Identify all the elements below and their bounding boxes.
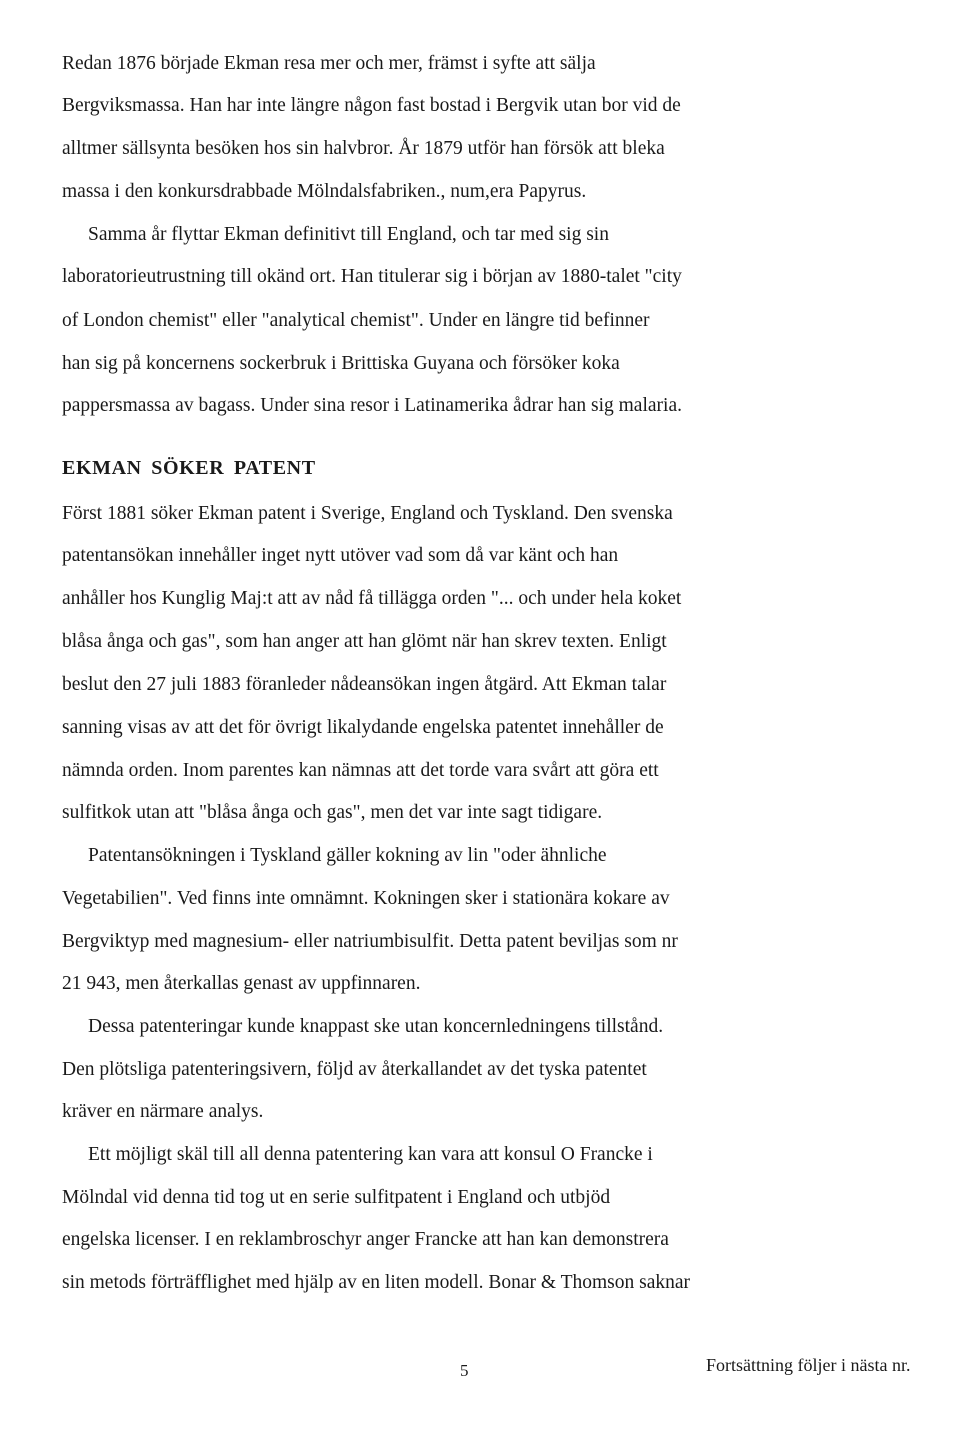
paragraph-line: Redan 1876 började Ekman resa mer och mer, främst i syfte att sälja [62, 53, 596, 74]
paragraph-line: nämnda orden. Inom parentes kan nämnas att det torde vara svårt att göra ett [62, 760, 659, 781]
paragraph-line: of London chemist" eller "analytical chemist". Under en längre tid befinner [62, 310, 650, 331]
paragraph-line: Bergviksmassa. Han har inte längre någon fast bostad i Bergvik utan bor vid de [62, 95, 681, 116]
paragraph-line: laboratorieutrustning till okänd ort. Han titulerar sig i början av 1880-talet "city [62, 266, 682, 287]
paragraph-line: Vegetabilien". Ved finns inte omnämnt. Kokningen sker i stationära kokare av [62, 888, 670, 909]
paragraph-line: engelska licenser. I en reklambroschyr anger Francke att han kan demonstrera [62, 1229, 669, 1250]
paragraph-line: 21 943, men återkallas genast av uppfinnaren. [62, 973, 421, 994]
continuation-note: Fortsättning följer i nästa nr. [706, 1355, 911, 1375]
paragraph-line: han sig på koncernens sockerbruk i Brittiska Guyana och försöker koka [62, 353, 620, 374]
paragraph-line: Bergviktyp med magnesium- eller natriumbisulfit. Detta patent beviljas som nr [62, 931, 678, 952]
paragraph-line: Ett möjligt skäl till all denna patentering kan vara att konsul O Francke i [88, 1144, 653, 1165]
paragraph-line: Den plötsliga patenteringsivern, följd av återkallandet av det tyska patentet [62, 1059, 647, 1080]
paragraph-line: patentansökan innehåller inget nytt utöver vad som då var känt och han [62, 545, 619, 566]
paragraph-line: beslut den 27 juli 1883 föranleder nådeansökan ingen åtgärd. Att Ekman talar [62, 674, 667, 695]
paragraph-line: blåsa ånga och gas", som han anger att han glömt när han skrev texten. Enligt [62, 631, 667, 652]
paragraph-line: Patentansökningen i Tyskland gäller kokning av lin "oder ähnliche [88, 845, 607, 866]
paragraph-line: sin metods förträfflighet med hjälp av en liten modell. Bonar & Thomson saknar [62, 1272, 691, 1293]
paragraph-line: alltmer sällsynta besöken hos sin halvbror. År 1879 utför han försök att bleka [62, 138, 665, 159]
paragraph-line: Mölndal vid denna tid tog ut en serie sulfitpatent i England och utbjöd [62, 1187, 611, 1208]
paragraph-line: Dessa patenteringar kunde knappast ske utan koncernledningens tillstånd. [88, 1016, 664, 1037]
paragraph-line: kräver en närmare analys. [62, 1101, 264, 1122]
paragraph-line: massa i den konkursdrabbade Mölndalsfabriken., num,era Papyrus. [62, 181, 587, 202]
paragraph-line: pappersmassa av bagass. Under sina resor i Latinamerika ådrar han sig malaria. [62, 395, 682, 416]
paragraph-line: sulfitkok utan att "blåsa ånga och gas", men det var inte sagt tidigare. [62, 802, 603, 823]
section-heading: EKMAN SÖKER PATENT [62, 457, 316, 479]
paragraph-line: sanning visas av att det för övrigt likalydande engelska patentet innehåller de [62, 717, 664, 738]
paragraph-line: Samma år flyttar Ekman definitivt till England, och tar med sig sin [88, 224, 609, 245]
paragraph-line: anhåller hos Kunglig Maj:t att av nåd få tillägga orden "... och under hela koket [62, 588, 682, 609]
paragraph-line: Först 1881 söker Ekman patent i Sverige, England och Tyskland. Den svenska [62, 503, 673, 524]
page-number: 5 [460, 1361, 469, 1380]
